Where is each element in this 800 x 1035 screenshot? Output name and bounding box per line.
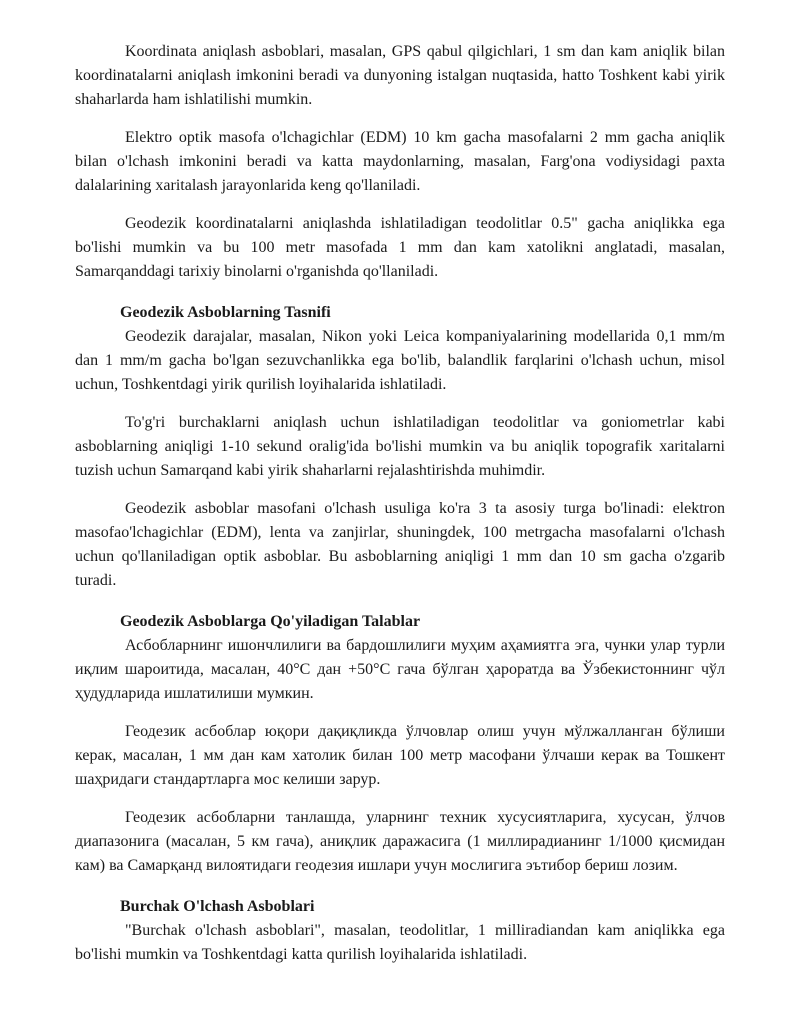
section-heading-tasnifi: Geodezik Asboblarning Tasnifi xyxy=(120,304,331,321)
paragraph-edm: Elektro optik masofa o'lchagichlar (EDM) 10 km gacha masofalarni 2 mm gacha aniqlik bilan o'lchash imkonini beradi va katta maydonlarning, masalan, Farg'ona vodiysidagi paxta dalalarining xaritalash jarayonlarida keng qo'llaniladi. xyxy=(75,129,725,194)
section-heading-burchak: Burchak O'lchash Asboblari xyxy=(120,898,315,915)
paragraph-masofa-turlari: Geodezik asboblar masofani o'lchash usuliga ko'ra 3 ta asosiy turga bo'linadi: elektron masofao'lchagichlar (EDM), lenta va zanjirlar, shuningdek, 100 metrgacha masofalarni o'lchash uchun qo'llaniladigan optik asboblar. Bu asboblarning aniqligi 1 mm dan 10 sm gacha o'zgarib turadi. xyxy=(75,500,725,589)
document-page xyxy=(75,40,725,967)
paragraph-burchak-asboblari: "Burchak o'lchash asboblari", masalan, teodolitlar, 1 milliradiandan kam aniqlikka ega bo'lishi mumkin va Toshkentdagi katta qurilish loyihalarida ishlatiladi. xyxy=(75,922,725,963)
paragraph-gps: Koordinata aniqlash asboblari, masalan, GPS qabul qilgichlari, 1 sm dan kam aniqlik bilan koordinatalarni aniqlash imkonini beradi va dunyoning istalgan nuqtasida, hatto Toshkent kabi yirik shaharlarda ham ishlatilishi mumkin. xyxy=(75,43,725,108)
paragraph-darajalar: Geodezik darajalar, masalan, Nikon yoki Leica kompaniyalarining modellarida 0,1 mm/m dan 1 mm/m gacha bo'lgan sezuvchanlikka ega bo'lib, balandlik farqlarini o'lchash uchun, misol uchun, Toshkentdagi yirik qurilish loyihalarida ishlatiladi. xyxy=(75,328,725,393)
paragraph-tanlash: Геодезик асбобларни танлашда, уларнинг техник хусусиятларига, хусусан, ўлчов диапазонига (масалан, 5 км гача), аниқлик даражасига (1 миллирадианинг 1/1000 қисмидан кам) ва Самарқанд вилоятидаги геодезия ишлари учун мослигига эътибор бериш лозим. xyxy=(75,809,725,874)
paragraph-ishonchlilik: Асбобларнинг ишончлилиги ва бардошлилиги муҳим аҳамиятга эга, чунки улар турли иқлим шароитида, масалан, 40°C дан +50°C гача бўлган ҳароратда ва Ўзбекистоннинг чўл ҳудудларида ишлатилиши мумкин. xyxy=(75,637,725,702)
paragraph-aniqlik: Геодезик асбоблар юқори дақиқликда ўлчовлар олиш учун мўлжалланган бўлиши керак, масалан, 1 мм дан кам хатолик билан 100 метр масофани ўлчаши керак ва Тошкент шаҳридаги стандартларга мос келиши зарур. xyxy=(75,723,725,788)
section-heading-talablar: Geodezik Asboblarga Qo'yiladigan Talablar xyxy=(120,613,421,630)
paragraph-teodolit: Geodezik koordinatalarni aniqlashda ishlatiladigan teodolitlar 0.5" gacha aniqlikka ega bo'lishi mumkin va bu 100 metr masofada 1 mm dan kam xatolikni anglatadi, masalan, Samarqanddagi tarixiy binolarni o'rganishda qo'llaniladi. xyxy=(75,215,725,280)
paragraph-burchaklar: To'g'ri burchaklarni aniqlash uchun ishlatiladigan teodolitlar va goniometrlar kabi asboblarning aniqligi 1-10 sekund oralig'ida bo'lishi mumkin va bu aniqlik topografik xaritalarni tuzish uchun Samarqand kabi yirik shaharlarni rejalashtirishda muhimdir. xyxy=(75,414,725,479)
